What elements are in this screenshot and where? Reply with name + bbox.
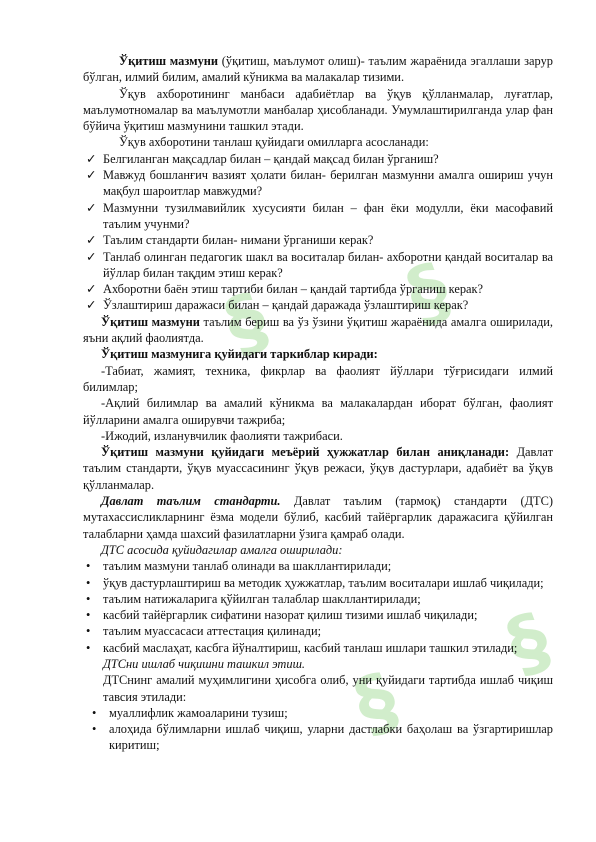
- sources-paragraph: Ўқув ахборотининг манбаси адабиётлар ва ўқув қўлланмалар, луғатлар, маълумотномалар ва маълумотли манбалар ҳисобланади. Умумлаштирилганда улар фан бўйича ўқитиш мазмунини ташкил этади.: [83, 86, 553, 134]
- dts-paragraph: [83, 493, 553, 542]
- norms-heading: Ўқитиш мазмуни қуйидаги меъёрий ҳужжатлар билан аниқланади:: [101, 445, 510, 460]
- dts-items-list: [83, 558, 553, 656]
- list-item: • касбий маслаҳат, касбга йўналтириш, касбий танлаш ишлари ташкил этилади;: [86, 640, 518, 655]
- component-item: -Табиат, жамият, техника, фикрлар ва фаолият йўллари тўғрисидаги илмий билимлар;: [83, 363, 553, 394]
- realization-text: таълим бериш ва ўз ўзини ўқитиш жараёнида амалга оширилади, яъни ақлий фаолиятда.: [83, 314, 553, 346]
- list-item: ✓ Ахборотни баён этиш тартиби билан – қандай тартибда ўрганиш керак?: [86, 282, 484, 297]
- checkmark-icon: ✓: [86, 233, 97, 248]
- dev-heading: ДТСни ишлаб чиқишни ташкил этиш.: [103, 656, 306, 671]
- bullet-icon: •: [86, 624, 91, 639]
- bullet-icon: •: [86, 591, 91, 606]
- criteria-list: [83, 151, 553, 314]
- watermark-mark: §: [396, 246, 461, 340]
- watermark-mark: §: [214, 276, 279, 370]
- bullet-icon: •: [86, 575, 91, 590]
- bullet-icon: •: [86, 608, 91, 623]
- list-item: • касбий тайёргарлик сифатини назорат қилиш тизими ишлаб чиқилади;: [86, 608, 478, 623]
- bullet-icon: •: [92, 722, 97, 737]
- norms-paragraph: [83, 444, 553, 493]
- bullet-icon: •: [86, 640, 91, 655]
- intro-text: (ўқитиш, маълумот олиш)- таълим жараёнида эгаллаши зарур бўлган, илмий билим, амалий кўникма ва малакалар тизими.: [83, 54, 553, 85]
- list-item: • таълим натижаларига қўйилган талаблар шакллантирилади;: [86, 591, 421, 606]
- list-item: ✓ Таълим стандарти билан- нимани ўрганиши керак?: [86, 233, 374, 248]
- list-item: ✓ Мавжуд бошланғич вазият ҳолати билан- берилган мазмунни амалга ошириш учун мақбул шароитлар мавжудми?: [86, 168, 553, 199]
- component-item: -Ижодий, изланувчилик фаолияти тажрибаси.: [101, 428, 343, 443]
- dts-basis-heading: ДТС асосида қуйидагилар амалга оширилади:: [101, 542, 343, 557]
- component-item: -Ақлий билимлар ва амалий кўникма ва малакалардан иборат бўлган, фаолият йўлларини амалга оширувчи тажриба;: [83, 396, 553, 427]
- checkmark-icon: ✓: [86, 298, 97, 313]
- checkmark-icon: ✓: [86, 249, 97, 264]
- checkmark-icon: ✓: [86, 168, 97, 183]
- dts-text: Давлат таълим (тармоқ) стандарти (ДТС) мутахассисликларнинг ёзма модели бўлиб, касбий тайёргарлик даражасига қўйилган талабларни ҳамда шахсий фазилатларни ўзига қамраб олади.: [83, 494, 553, 541]
- watermark-mark: §: [496, 596, 561, 690]
- criteria-intro: Ўқув ахборотини танлаш қуйидаги омилларга асосланади:: [119, 135, 429, 150]
- intro-paragraph: [83, 53, 553, 86]
- dev-paragraph: ДТСнинг амалий муҳимлигини ҳисобга олиб, уни қуйидаги тартибда ишлаб чиқиш тавсия этилади:: [103, 673, 553, 704]
- list-item: ✓ Ўзлаштириш даражаси билан – қандай даражада ўзлаштириш керак?: [86, 298, 469, 313]
- list-item: • таълим муассасаси аттестация қилинади;: [86, 624, 322, 639]
- bullet-icon: •: [92, 705, 97, 720]
- list-item: ✓ Белгиланган мақсадлар билан – қандай мақсад билан ўрганиш?: [86, 151, 439, 166]
- list-item: ✓ Танлаб олинган педагогик шакл ва воситалар билан- ахборотни қандай воситалар ва йўллар билан тақдим этиш керак?: [86, 249, 553, 280]
- list-item: ✓ Мазмунни тузилмавийлик хусусияти билан – фан ёки модулли, ёки масофавий таълим учунми?: [86, 200, 553, 231]
- list-item: • алоҳида бўлимларни ишлаб чиқиш, уларни дастлабки баҳолаш ва ўзгартиришлар киритиш;: [92, 722, 553, 753]
- checkmark-icon: ✓: [86, 282, 97, 297]
- bullet-icon: •: [86, 559, 91, 574]
- checkmark-icon: ✓: [86, 151, 97, 166]
- list-item: • ўқув дастурлаштириш ва методик ҳужжатлар, таълим воситалари ишлаб чиқилади;: [86, 575, 544, 590]
- watermark-mark: §: [344, 656, 409, 750]
- checkmark-icon: ✓: [86, 200, 97, 215]
- list-item: • муаллифлик жамоаларини тузиш;: [92, 705, 288, 720]
- components-heading: Ўқитиш мазмунига қуйидаги таркиблар киради:: [101, 347, 378, 362]
- document-page: [83, 53, 553, 754]
- intro-term: Ўқитиш мазмуни: [119, 54, 219, 68]
- norms-text: Давлат таълим стандарти, ўқув муассасининг ўқув режаси, ўқув дастурлари, адабиёт ва ўқув қўлланмалар.: [83, 445, 553, 492]
- dev-items-list: [83, 705, 553, 754]
- dts-term: Давлат таълим стандарти.: [101, 494, 281, 509]
- list-item: • таълим мазмуни танлаб олинади ва шакллантирилади;: [86, 559, 392, 574]
- realization-paragraph: [83, 314, 553, 347]
- realization-term: Ўқитиш мазмуни: [101, 314, 200, 329]
